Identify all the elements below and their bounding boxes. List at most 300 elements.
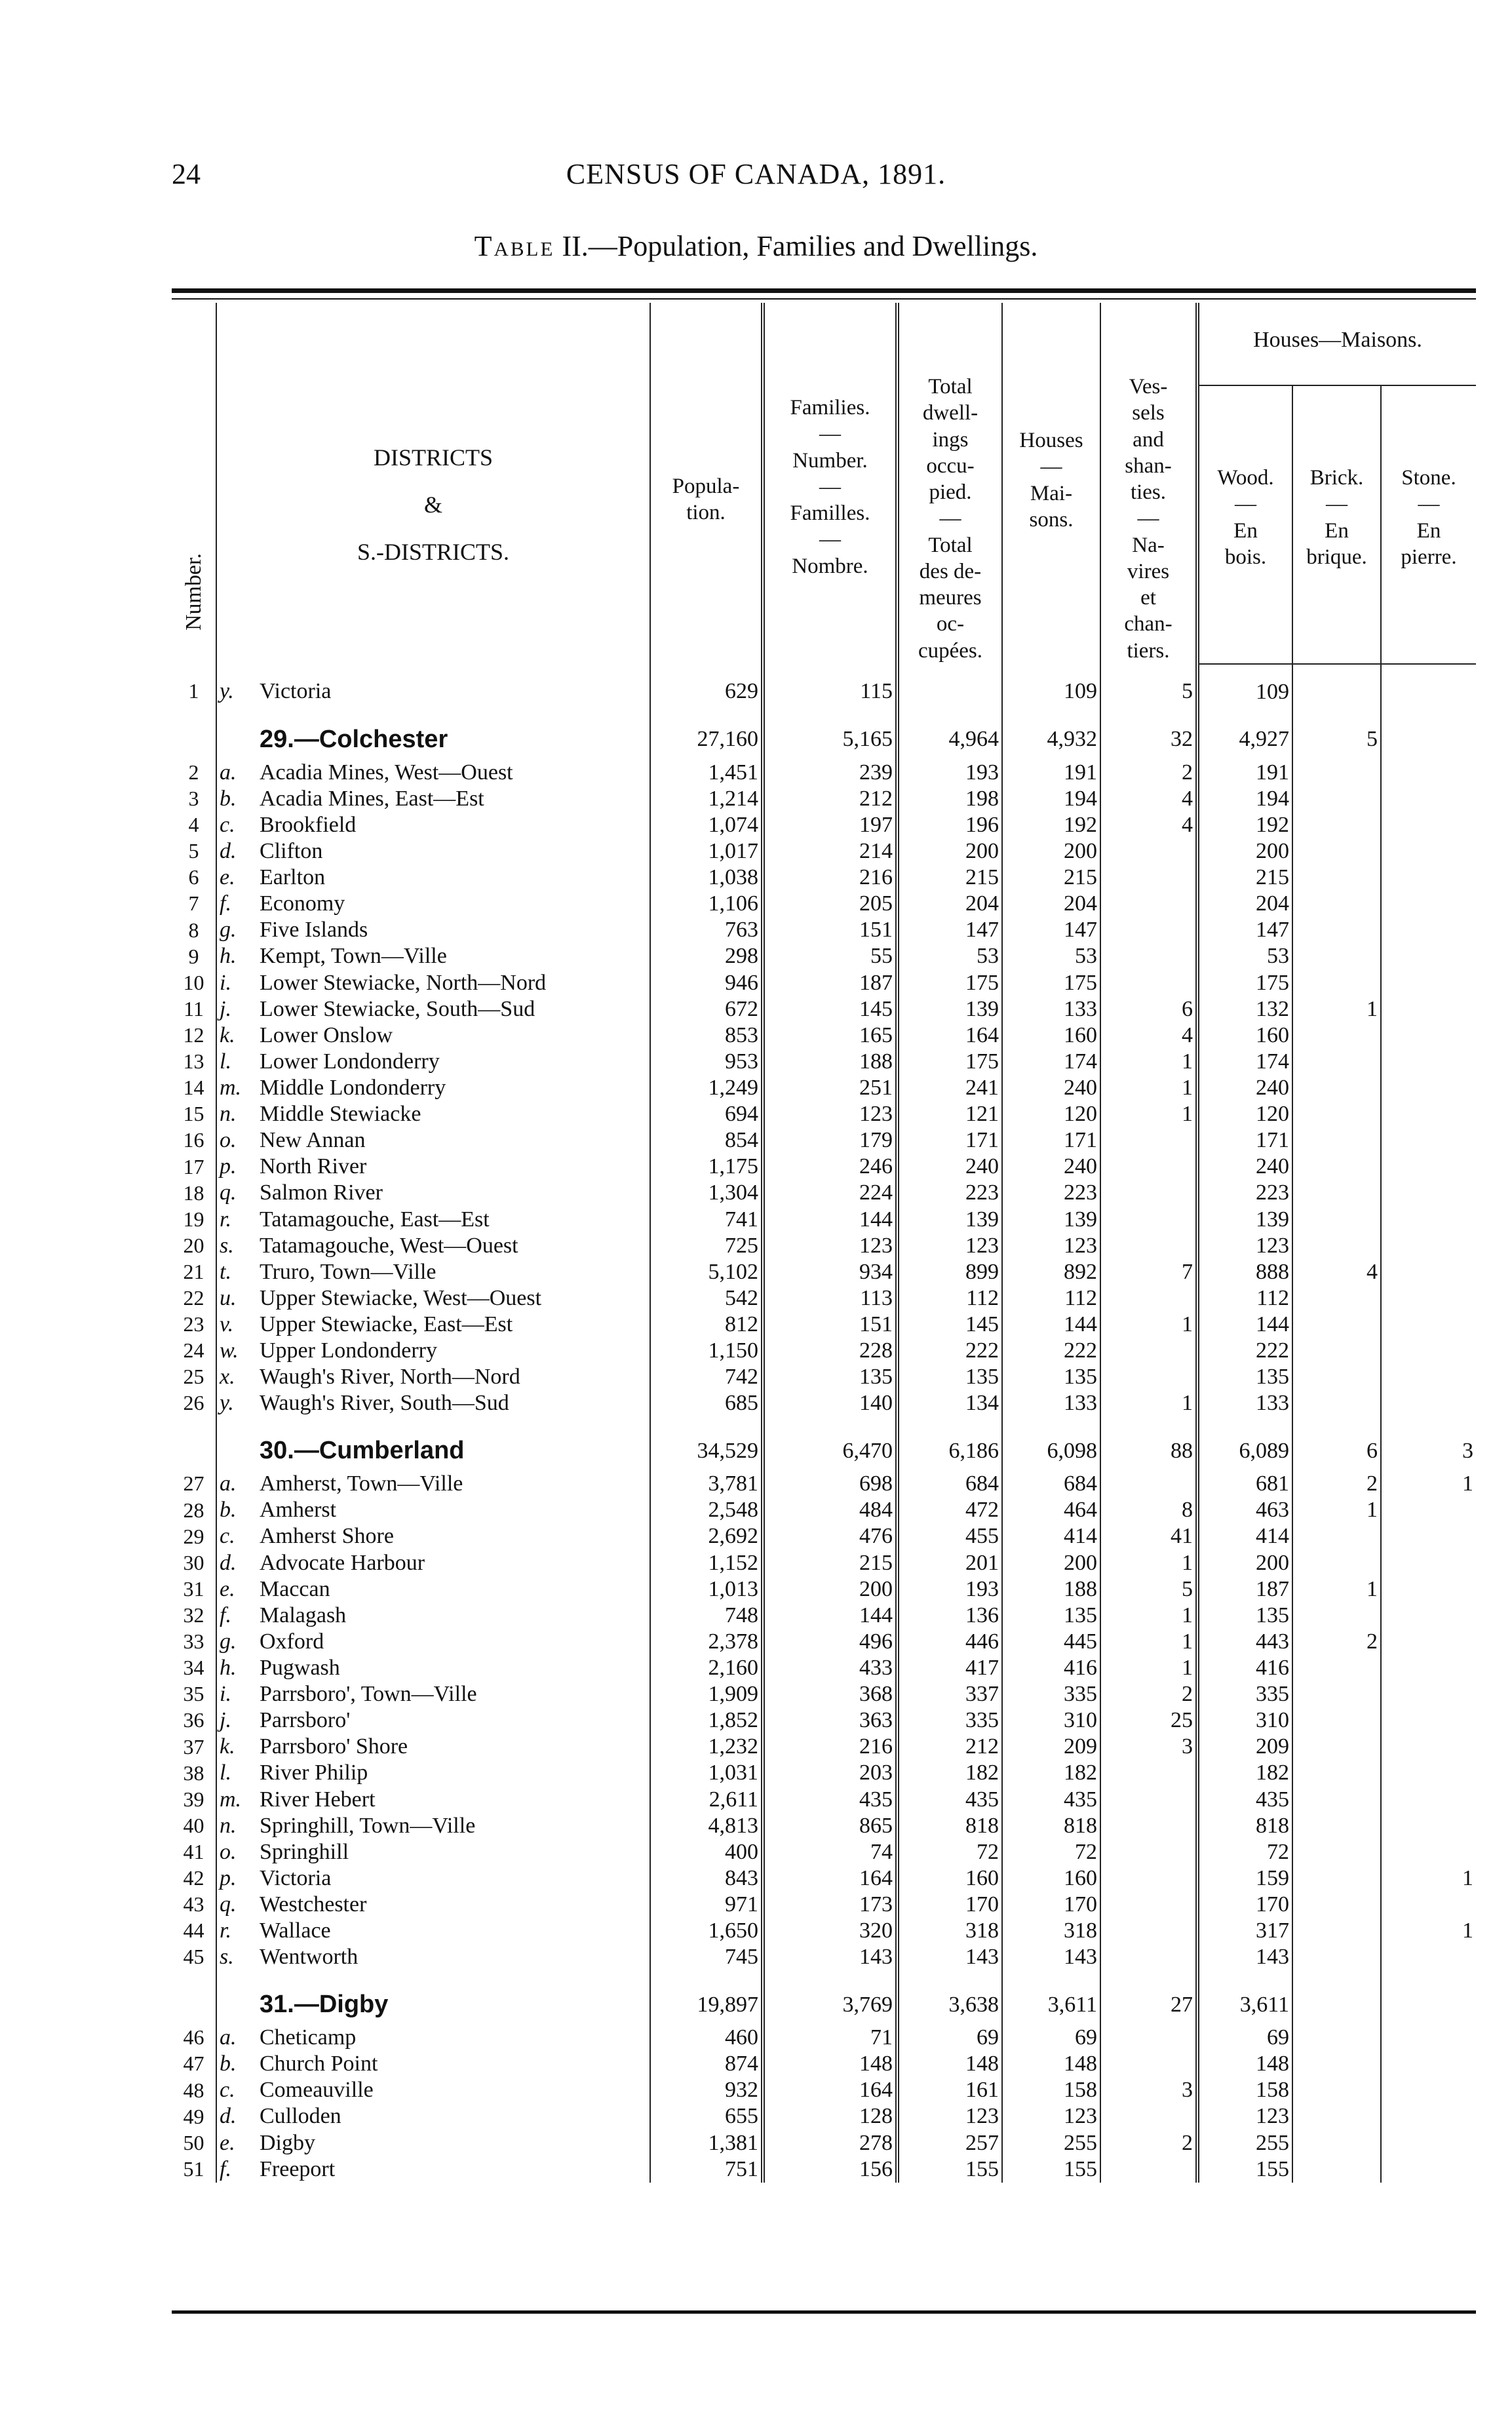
dwellings-cell: 164 (897, 1022, 1002, 1049)
letter-cell: r. (216, 1918, 257, 1944)
row-number-cell: 18 (183, 1180, 204, 1205)
table-row (172, 943, 1476, 969)
letter-cell: o. (216, 1127, 257, 1154)
brick-cell (1292, 664, 1381, 705)
subdistrict-name: Brookfield (260, 812, 357, 837)
population-cell: 34,529 (650, 1416, 763, 1471)
houses-cell: 892 (1002, 1259, 1100, 1285)
dwellings-cell: 123 (897, 2103, 1002, 2130)
stone-cell (1381, 838, 1476, 865)
families-cell: 278 (763, 2130, 897, 2156)
families-cell: 228 (763, 1338, 897, 1364)
table-row (172, 1787, 1476, 1813)
houses-cell: 123 (1002, 2103, 1100, 2130)
subdistrict-name: Truro, Town—Ville (260, 1259, 436, 1284)
row-number-cell: 17 (183, 1154, 204, 1178)
row-number-cell: 35 (183, 1682, 204, 1706)
top-rule (172, 288, 1476, 293)
stone-cell (1381, 1207, 1476, 1233)
vessels-cell (1100, 1364, 1197, 1390)
houses-cell: 144 (1002, 1312, 1100, 1338)
brick-cell (1292, 1022, 1381, 1049)
stone-cell (1381, 1576, 1476, 1603)
subdistrict-name: Wentworth (260, 1945, 359, 1970)
table-body (172, 664, 1476, 2183)
row-number-cell: 23 (183, 1312, 204, 1336)
letter-cell: v. (216, 1312, 257, 1338)
row-number-cell: 7 (188, 891, 199, 916)
houses-cell: 158 (1002, 2077, 1100, 2103)
table-row (172, 1497, 1476, 1523)
wood-cell: 192 (1197, 812, 1292, 838)
vessels-cell: 5 (1100, 664, 1197, 705)
population-cell: 1,013 (650, 1576, 763, 1603)
table-row (172, 1523, 1476, 1549)
dwellings-cell: 143 (897, 1944, 1002, 1970)
stone-cell (1381, 1550, 1476, 1576)
table-row (172, 2130, 1476, 2156)
stone-cell (1381, 1364, 1476, 1390)
brick-cell (1292, 2025, 1381, 2051)
population-cell: 1,909 (650, 1681, 763, 1707)
dwellings-cell: 472 (897, 1497, 1002, 1523)
brick-cell (1292, 2077, 1381, 2103)
subdistrict-name: Church Point (260, 2052, 378, 2076)
district-name: 31.—Digby (260, 1991, 389, 2019)
families-cell: 246 (763, 1154, 897, 1180)
population-cell: 1,304 (650, 1180, 763, 1206)
dwellings-cell: 257 (897, 2130, 1002, 2156)
families-cell: 144 (763, 1603, 897, 1629)
houses-cell: 240 (1002, 1154, 1100, 1180)
stone-cell (1381, 2025, 1476, 2051)
families-cell: 179 (763, 1127, 897, 1154)
brick-cell: 2 (1292, 1471, 1381, 1497)
houses-cell: 318 (1002, 1918, 1100, 1944)
stone-cell (1381, 1338, 1476, 1364)
families-cell: 164 (763, 2077, 897, 2103)
families-cell: 123 (763, 1233, 897, 1259)
population-header: Popula- tion. (650, 303, 763, 664)
letter-cell: a. (216, 760, 257, 786)
letter-cell: j. (216, 996, 257, 1022)
letter-cell: p. (216, 1154, 257, 1180)
table-row (172, 2156, 1476, 2183)
subdistrict-name: Upper Londonderry (260, 1338, 437, 1363)
letter-cell: a. (216, 1471, 257, 1497)
subdistrict-name: Amherst (260, 1498, 337, 1523)
population-cell: 932 (650, 2077, 763, 2103)
stone-cell (1381, 891, 1476, 917)
dwellings-cell: 818 (897, 1813, 1002, 1839)
population-cell: 854 (650, 1127, 763, 1154)
population-cell: 2,160 (650, 1655, 763, 1681)
houses-cell: 112 (1002, 1285, 1100, 1312)
table-row (172, 891, 1476, 917)
stone-cell (1381, 1497, 1476, 1523)
row-number-cell: 33 (183, 1629, 204, 1654)
families-cell: 115 (763, 664, 897, 705)
houses-cell: 160 (1002, 1865, 1100, 1892)
dwellings-cell: 684 (897, 1471, 1002, 1497)
letter-cell: d. (216, 1550, 257, 1576)
wood-cell: 159 (1197, 1865, 1292, 1892)
population-cell: 1,249 (650, 1075, 763, 1101)
vessels-cell (1100, 2103, 1197, 2130)
letter-cell: e. (216, 1576, 257, 1603)
table-title: II.—Population, Families and Dwellings. (562, 230, 1038, 262)
families-cell: 496 (763, 1629, 897, 1655)
houses-cell: 684 (1002, 1471, 1100, 1497)
brick-cell (1292, 1603, 1381, 1629)
vessels-cell: 5 (1100, 1576, 1197, 1603)
row-number-cell: 1 (188, 679, 199, 703)
brick-cell (1292, 943, 1381, 969)
table-row (172, 812, 1476, 838)
dwellings-cell: 160 (897, 1865, 1002, 1892)
row-number-cell (172, 1416, 216, 1471)
stone-cell (1381, 786, 1476, 812)
dwellings-cell: 201 (897, 1550, 1002, 1576)
wood-cell: 148 (1197, 2051, 1292, 2077)
stone-cell: 1 (1381, 1471, 1476, 1497)
letter-cell: c. (216, 1523, 257, 1549)
table-row (172, 1629, 1476, 1655)
table-row (172, 1127, 1476, 1154)
vessels-cell (1100, 1127, 1197, 1154)
table-row (172, 1312, 1476, 1338)
brick-cell (1292, 1207, 1381, 1233)
row-number-cell: 45 (183, 1945, 204, 1969)
stone-cell (1381, 2103, 1476, 2130)
stone-cell (1381, 1523, 1476, 1549)
brick-cell (1292, 1839, 1381, 1865)
wood-cell: 3,611 (1197, 1970, 1292, 2025)
subdistrict-name: Digby (260, 2130, 315, 2155)
population-cell: 745 (650, 1944, 763, 1970)
vessels-cell (1100, 1180, 1197, 1206)
vessels-cell: 25 (1100, 1707, 1197, 1734)
table-row (172, 786, 1476, 812)
vessels-cell: 1 (1100, 1049, 1197, 1075)
stone-cell (1381, 1075, 1476, 1101)
dwellings-cell: 899 (897, 1259, 1002, 1285)
letter-cell: m. (216, 1787, 257, 1813)
houses-cell: 155 (1002, 2156, 1100, 2183)
subdistrict-name: Pugwash (260, 1656, 340, 1681)
stone-cell (1381, 1312, 1476, 1338)
letter-cell: b. (216, 2051, 257, 2077)
table-row (172, 1075, 1476, 1101)
subdistrict-name: Advocate Harbour (260, 1550, 425, 1575)
dwellings-cell: 455 (897, 1523, 1002, 1549)
letter-cell: d. (216, 2103, 257, 2130)
letter-cell: m. (216, 1075, 257, 1101)
letter-cell: a. (216, 2025, 257, 2051)
districts-header: DISTRICTS & S.-DISTRICTS. (216, 303, 650, 664)
houses-cell: 223 (1002, 1180, 1100, 1206)
vessels-header: Ves- sels and shan- ties. — Na- vires et chan- tiers. (1100, 303, 1197, 664)
row-number-cell: 46 (183, 2025, 204, 2050)
dwellings-cell: 240 (897, 1154, 1002, 1180)
vessels-cell: 3 (1100, 2077, 1197, 2103)
table-row (172, 1839, 1476, 1865)
stone-cell (1381, 1180, 1476, 1206)
families-cell: 5,165 (763, 705, 897, 760)
stone-cell (1381, 996, 1476, 1022)
wood-cell: 888 (1197, 1259, 1292, 1285)
table-row (172, 1576, 1476, 1603)
brick-cell (1292, 1865, 1381, 1892)
wood-cell: 174 (1197, 1049, 1292, 1075)
stone-cell (1381, 1787, 1476, 1813)
population-cell: 1,017 (650, 838, 763, 865)
dwellings-cell: 155 (897, 2156, 1002, 2183)
dwellings-cell: 170 (897, 1892, 1002, 1918)
subdistrict-name: Cheticamp (260, 2025, 357, 2050)
subdistrict-name: Comeauville (260, 2078, 374, 2103)
families-cell: 188 (763, 1049, 897, 1075)
dwellings-cell: 318 (897, 1918, 1002, 1944)
row-number-cell (172, 1970, 216, 2025)
letter-cell: y. (216, 664, 257, 705)
dwellings-cell: 241 (897, 1075, 1002, 1101)
wood-cell: 416 (1197, 1655, 1292, 1681)
brick-cell: 2 (1292, 1629, 1381, 1655)
houses-header: Houses — Mai- sons. (1002, 303, 1100, 664)
table-row (172, 664, 1476, 705)
district-row (172, 705, 1476, 760)
row-number-cell: 6 (188, 865, 199, 889)
families-cell: 251 (763, 1075, 897, 1101)
vessels-cell (1100, 1839, 1197, 1865)
dwellings-cell: 148 (897, 2051, 1002, 2077)
population-cell: 853 (650, 1022, 763, 1049)
vessels-cell (1100, 2025, 1197, 2051)
vessels-cell: 4 (1100, 1022, 1197, 1049)
houses-cell: 204 (1002, 891, 1100, 917)
brick-cell (1292, 1075, 1381, 1101)
brick-cell (1292, 1049, 1381, 1075)
population-cell: 2,611 (650, 1787, 763, 1813)
stone-cell (1381, 865, 1476, 891)
stone-cell (1381, 1127, 1476, 1154)
families-cell: 435 (763, 1787, 897, 1813)
wood-cell: 123 (1197, 1233, 1292, 1259)
subdistrict-name: Maccan (260, 1576, 330, 1601)
families-cell: 433 (763, 1655, 897, 1681)
families-cell: 165 (763, 1022, 897, 1049)
vessels-cell (1100, 1338, 1197, 1364)
letter-cell: k. (216, 1022, 257, 1049)
dwellings-cell: 123 (897, 1233, 1002, 1259)
wood-cell: 200 (1197, 1550, 1292, 1576)
families-cell: 205 (763, 891, 897, 917)
houses-cell: 171 (1002, 1127, 1100, 1154)
dwellings-cell: 139 (897, 996, 1002, 1022)
letter-cell: s. (216, 1944, 257, 1970)
families-cell: 143 (763, 1944, 897, 1970)
table-row (172, 1813, 1476, 1839)
row-number-cell: 21 (183, 1259, 204, 1283)
stone-header: Stone. — En pierre. (1381, 385, 1476, 664)
brick-cell (1292, 1944, 1381, 1970)
letter-cell: d. (216, 838, 257, 865)
district-row (172, 1970, 1476, 2025)
dwellings-cell: 139 (897, 1207, 1002, 1233)
row-number-cell: 48 (183, 2078, 204, 2102)
letter-cell: l. (216, 1760, 257, 1786)
wood-cell: 240 (1197, 1075, 1292, 1101)
brick-cell (1292, 786, 1381, 812)
district-row (172, 1416, 1476, 1471)
letter-cell: b. (216, 786, 257, 812)
vessels-cell: 4 (1100, 786, 1197, 812)
population-cell: 1,451 (650, 760, 763, 786)
brick-cell: 6 (1292, 1416, 1381, 1471)
subdistrict-name: Parrsboro' Shore (260, 1734, 408, 1759)
stone-cell (1381, 1101, 1476, 1127)
brick-cell (1292, 1180, 1381, 1206)
row-number-cell (172, 705, 216, 760)
houses-cell: 255 (1002, 2130, 1100, 2156)
dwellings-cell: 135 (897, 1364, 1002, 1390)
houses-cell: 192 (1002, 812, 1100, 838)
census-table (172, 303, 1476, 2183)
subdistrict-name: Acadia Mines, East—Est (260, 786, 484, 811)
vessels-cell: 1 (1100, 1655, 1197, 1681)
table-row (172, 1154, 1476, 1180)
row-number-cell: 15 (183, 1102, 204, 1126)
vessels-cell: 32 (1100, 705, 1197, 760)
wood-cell: 175 (1197, 970, 1292, 996)
dwellings-cell: 215 (897, 865, 1002, 891)
stone-cell (1381, 1813, 1476, 1839)
wood-cell: 139 (1197, 1207, 1292, 1233)
families-cell: 140 (763, 1390, 897, 1416)
brick-cell (1292, 1390, 1381, 1416)
bottom-rule (172, 2310, 1476, 2314)
dwellings-cell: 134 (897, 1390, 1002, 1416)
families-cell: 6,470 (763, 1416, 897, 1471)
vessels-cell: 1 (1100, 1312, 1197, 1338)
row-number-cell: 32 (183, 1603, 204, 1627)
district-name: 30.—Cumberland (260, 1437, 465, 1465)
dwellings-cell: 112 (897, 1285, 1002, 1312)
stone-cell (1381, 1839, 1476, 1865)
letter-cell: u. (216, 1285, 257, 1312)
population-cell: 763 (650, 917, 763, 943)
subdistrict-name: Freeport (260, 2156, 336, 2181)
dwellings-cell: 147 (897, 917, 1002, 943)
families-cell: 214 (763, 838, 897, 865)
letter-cell: g. (216, 1629, 257, 1655)
families-cell: 123 (763, 1101, 897, 1127)
stone-cell (1381, 970, 1476, 996)
wood-cell: 147 (1197, 917, 1292, 943)
subdistrict-name: River Hebert (260, 1787, 376, 1812)
population-cell: 298 (650, 943, 763, 969)
brick-cell (1292, 1127, 1381, 1154)
houses-cell: 143 (1002, 1944, 1100, 1970)
vessels-cell (1100, 970, 1197, 996)
families-cell: 151 (763, 1312, 897, 1338)
table-row (172, 2103, 1476, 2130)
houses-cell: 109 (1002, 664, 1100, 705)
row-number-cell: 34 (183, 1656, 204, 1680)
letter-cell: c. (216, 812, 257, 838)
houses-cell: 215 (1002, 865, 1100, 891)
dwellings-cell: 3,638 (897, 1970, 1002, 2025)
dwellings-cell: 4,964 (897, 705, 1002, 760)
table-row (172, 1180, 1476, 1206)
families-cell: 215 (763, 1550, 897, 1576)
stone-cell (1381, 1390, 1476, 1416)
row-number-cell: 5 (188, 839, 199, 863)
stone-cell (1381, 1892, 1476, 1918)
population-cell: 748 (650, 1603, 763, 1629)
subdistrict-name: Springhill (260, 1839, 349, 1864)
row-number-cell: 25 (183, 1365, 204, 1389)
subdistrict-name: Victoria (260, 1865, 332, 1890)
row-number-cell: 29 (183, 1524, 204, 1548)
vessels-cell: 88 (1100, 1416, 1197, 1471)
wood-cell: 435 (1197, 1787, 1292, 1813)
subdistrict-name: Lower Stewiacke, North—Nord (260, 970, 547, 995)
table-row (172, 838, 1476, 865)
table-row (172, 2077, 1476, 2103)
row-number-cell: 36 (183, 1708, 204, 1732)
row-number-cell: 39 (183, 1787, 204, 1811)
wood-cell: 160 (1197, 1022, 1292, 1049)
population-cell: 1,074 (650, 812, 763, 838)
families-cell: 187 (763, 970, 897, 996)
table-row (172, 917, 1476, 943)
brick-cell (1292, 917, 1381, 943)
vessels-cell (1100, 943, 1197, 969)
wood-cell: 222 (1197, 1338, 1292, 1364)
vessels-cell: 1 (1100, 1075, 1197, 1101)
population-cell: 694 (650, 1101, 763, 1127)
dwellings-cell: 69 (897, 2025, 1002, 2051)
wood-cell: 414 (1197, 1523, 1292, 1549)
table-row (172, 2025, 1476, 2051)
table-row (172, 1550, 1476, 1576)
population-cell: 460 (650, 2025, 763, 2051)
vessels-cell (1100, 1207, 1197, 1233)
wood-cell: 53 (1197, 943, 1292, 969)
stone-cell (1381, 917, 1476, 943)
letter-cell: e. (216, 865, 257, 891)
vessels-cell (1100, 1865, 1197, 1892)
vessels-cell: 4 (1100, 812, 1197, 838)
letter-cell: r. (216, 1207, 257, 1233)
vessels-cell: 6 (1100, 996, 1197, 1022)
houses-cell: 160 (1002, 1022, 1100, 1049)
letter-cell: g. (216, 917, 257, 943)
families-cell: 865 (763, 1813, 897, 1839)
subdistrict-name: Oxford (260, 1629, 324, 1654)
subdistrict-name: Clifton (260, 839, 323, 864)
vessels-cell (1100, 865, 1197, 891)
wood-cell: 143 (1197, 1944, 1292, 1970)
population-cell: 742 (650, 1364, 763, 1390)
wood-cell: 191 (1197, 760, 1292, 786)
families-cell: 698 (763, 1471, 897, 1497)
subdistrict-name: Malagash (260, 1603, 347, 1627)
families-cell: 145 (763, 996, 897, 1022)
houses-cell: 147 (1002, 917, 1100, 943)
